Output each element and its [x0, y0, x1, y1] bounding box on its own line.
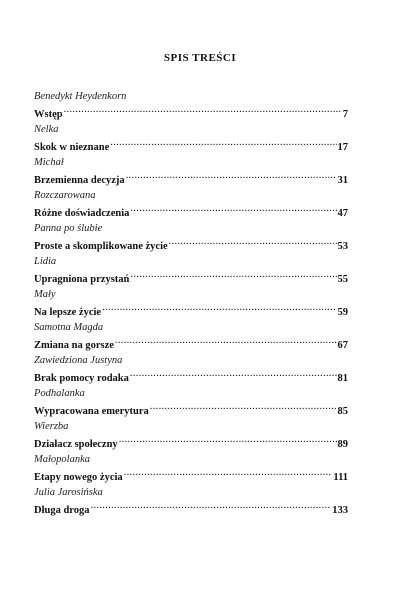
toc-line: [34, 103, 348, 122]
toc-author: Samotna Magda: [34, 322, 104, 333]
toc-page-number: 17: [337, 142, 348, 153]
toc-page-number: 89: [337, 439, 348, 450]
toc-entry: [34, 288, 348, 321]
toc-author: Wierzba: [34, 421, 69, 432]
toc-chapter-title: Etapy nowego życia: [34, 472, 123, 483]
toc-dot-leader: [102, 301, 336, 315]
toc-entry: [34, 156, 348, 189]
toc-line: [34, 235, 348, 254]
toc-dot-leader: [130, 367, 337, 381]
toc-entry: [34, 321, 348, 354]
toc-chapter-title: Brak pomocy rodaka: [34, 373, 129, 384]
toc-entry: [34, 90, 348, 123]
toc-chapter-title: Skok w nieznane: [34, 142, 110, 153]
toc-author: Małopolanka: [34, 454, 90, 465]
toc-entry: [34, 420, 348, 453]
toc-line: [34, 136, 348, 155]
toc-page-number: 47: [337, 208, 348, 219]
toc-chapter-title: Proste a skomplikowane życie: [34, 241, 168, 252]
toc-author: Benedykt Heydenkorn: [34, 91, 127, 102]
toc-line: [34, 334, 348, 353]
toc-entry: [34, 453, 348, 486]
toc-dot-leader: [91, 499, 332, 513]
toc-entry: [34, 123, 348, 156]
toc-page-number: 111: [333, 472, 348, 483]
toc-page-number: 133: [332, 505, 348, 516]
toc-chapter-title: Długa droga: [34, 505, 90, 516]
toc-page-number: 85: [337, 406, 348, 417]
toc-page-number: 53: [337, 241, 348, 252]
toc-entry: [34, 255, 348, 288]
toc-line: [34, 169, 348, 188]
toc-chapter-title: Działacz społeczny: [34, 439, 118, 450]
toc-chapter-title: Na lepsze życie: [34, 307, 102, 318]
toc-page-number: 7: [342, 109, 348, 120]
toc-author: Rozczarowana: [34, 190, 96, 201]
toc-chapter-title: Upragniona przystań: [34, 274, 130, 285]
toc-entry: [34, 387, 348, 420]
toc-dot-leader: [124, 466, 333, 480]
toc-entry: [34, 354, 348, 387]
toc-dot-leader: [169, 235, 337, 249]
toc-author: Julia Jarosińska: [34, 487, 103, 498]
toc-dot-leader: [115, 334, 337, 348]
toc-author: Zawiedziona Justyna: [34, 355, 123, 366]
toc-line: [34, 202, 348, 221]
toc-page-number: 31: [337, 175, 348, 186]
toc-line: [34, 367, 348, 386]
toc-author: Michał: [34, 157, 64, 168]
page-title: SPIS TREŚCI: [163, 52, 237, 64]
toc-dot-leader: [126, 169, 337, 183]
toc-line: [34, 301, 348, 320]
toc-dot-leader: [110, 136, 336, 150]
toc-chapter-title: Wypracowana emerytura: [34, 406, 149, 417]
toc-entry: [34, 486, 348, 519]
toc-line: [34, 400, 348, 419]
toc-author: Nelka: [34, 124, 59, 135]
toc-page-number: 67: [337, 340, 348, 351]
toc-author: Lidia: [34, 256, 57, 267]
toc-author: Panna po ślubie: [34, 223, 103, 234]
toc-line: [34, 433, 348, 452]
toc-dot-leader: [119, 433, 337, 447]
toc-line: [34, 268, 348, 287]
toc-entry: [34, 189, 348, 222]
toc-chapter-title: Brzemienna decyzja: [34, 175, 125, 186]
toc-line: [34, 499, 348, 518]
toc-dot-leader: [150, 400, 337, 414]
table-of-contents: [34, 90, 348, 519]
toc-chapter-title: Zmiana na gorsze: [34, 340, 114, 351]
toc-line: [34, 466, 348, 485]
toc-dot-leader: [130, 268, 336, 282]
toc-chapter-title: Wstęp: [34, 109, 63, 120]
toc-entry: [34, 222, 348, 255]
toc-page-number: 59: [337, 307, 348, 318]
toc-dot-leader: [64, 103, 342, 117]
toc-author: Mały: [34, 289, 56, 300]
toc-author: Podhalanka: [34, 388, 85, 399]
toc-dot-leader: [130, 202, 336, 216]
toc-chapter-title: Różne doświadczenia: [34, 208, 130, 219]
toc-page-number: 55: [337, 274, 348, 285]
toc-page-number: 81: [337, 373, 348, 384]
